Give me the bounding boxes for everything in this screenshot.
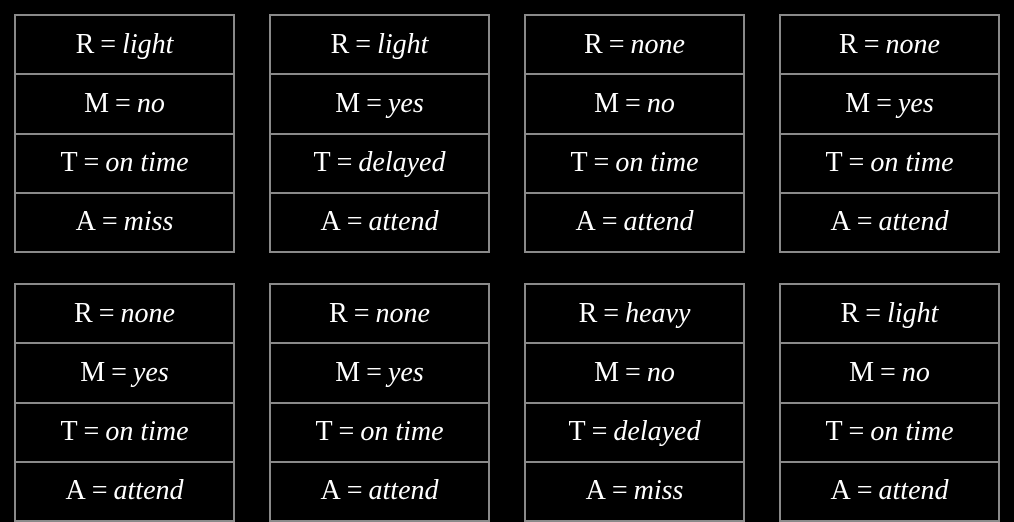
- attribute-key-t: T: [313, 147, 331, 179]
- attribute-row-t: [526, 135, 743, 194]
- attribute-key-t: T: [60, 416, 78, 448]
- attribute-key-r: R: [578, 297, 598, 329]
- attribute-value-t: delayed: [613, 416, 701, 448]
- attribute-row-a: [271, 194, 488, 251]
- attribute-row-t: [16, 404, 233, 463]
- attribute-value-a: attend: [878, 206, 949, 238]
- attribute-key-r: R: [74, 297, 93, 329]
- attribute-value-r: none: [885, 28, 940, 60]
- equals-sign: =: [83, 416, 100, 448]
- attribute-row-t: [526, 404, 743, 463]
- attribute-row-a: [16, 463, 233, 520]
- attribute-key-t: T: [570, 147, 588, 179]
- attribute-key-m: M: [335, 87, 361, 119]
- attribute-value-t: on time: [615, 147, 699, 179]
- attribute-value-a: miss: [123, 206, 174, 238]
- equals-sign: =: [100, 28, 117, 60]
- attribute-value-m: no: [646, 87, 675, 119]
- example-card: [524, 14, 745, 253]
- attribute-value-t: on time: [360, 416, 444, 448]
- equals-sign: =: [98, 297, 115, 329]
- attribute-key-r: R: [75, 28, 95, 60]
- equals-sign: =: [346, 475, 363, 507]
- attribute-value-r: light: [377, 28, 429, 60]
- attribute-value-t: delayed: [358, 147, 446, 179]
- attribute-key-a: A: [585, 475, 606, 507]
- attribute-value-a: attend: [623, 206, 694, 238]
- attribute-key-a: A: [320, 475, 341, 507]
- attribute-row-a: [16, 194, 233, 251]
- attribute-key-a: A: [575, 206, 596, 238]
- attribute-key-m: M: [84, 87, 110, 119]
- attribute-value-a: attend: [113, 475, 184, 507]
- attribute-row-m: [16, 75, 233, 134]
- attribute-value-m: no: [901, 356, 930, 388]
- attribute-value-a: attend: [368, 206, 439, 238]
- attribute-key-t: T: [825, 416, 843, 448]
- equals-sign: =: [603, 297, 620, 329]
- attribute-row-a: [781, 463, 998, 520]
- equals-sign: =: [366, 356, 382, 388]
- attribute-value-a: miss: [633, 475, 684, 507]
- attribute-row-m: [16, 344, 233, 403]
- attribute-row-m: [781, 344, 998, 403]
- attribute-value-t: on time: [870, 416, 954, 448]
- attribute-value-r: none: [120, 297, 175, 329]
- attribute-row-m: [526, 75, 743, 134]
- equals-sign: =: [880, 356, 896, 388]
- equals-sign: =: [625, 87, 641, 119]
- attribute-row-r: [16, 16, 233, 75]
- attribute-key-a: A: [320, 206, 341, 238]
- attribute-key-r: R: [330, 28, 350, 60]
- equals-sign: =: [601, 206, 618, 238]
- attribute-row-t: [781, 135, 998, 194]
- equals-sign: =: [115, 87, 131, 119]
- attribute-key-m: M: [335, 356, 361, 388]
- attribute-value-t: on time: [105, 416, 189, 448]
- attribute-value-a: attend: [368, 475, 439, 507]
- attribute-key-r: R: [584, 28, 603, 60]
- attribute-value-m: yes: [897, 87, 934, 119]
- example-card: [524, 283, 745, 522]
- equals-sign: =: [353, 297, 370, 329]
- attribute-row-r: [781, 16, 998, 75]
- attribute-value-m: no: [136, 87, 165, 119]
- attribute-key-a: A: [65, 475, 86, 507]
- attribute-row-t: [781, 404, 998, 463]
- attribute-row-r: [526, 285, 743, 344]
- attribute-key-a: A: [830, 206, 851, 238]
- equals-sign: =: [346, 206, 363, 238]
- example-card: [269, 283, 490, 522]
- example-card: [779, 283, 1000, 522]
- example-card: [14, 14, 235, 253]
- equals-sign: =: [366, 87, 382, 119]
- equals-sign: =: [336, 147, 353, 179]
- attribute-value-t: on time: [870, 147, 954, 179]
- attribute-row-m: [526, 344, 743, 403]
- equals-sign: =: [848, 416, 865, 448]
- attribute-value-m: yes: [387, 87, 424, 119]
- attribute-row-t: [16, 135, 233, 194]
- attribute-row-t: [271, 404, 488, 463]
- attribute-row-m: [781, 75, 998, 134]
- equals-sign: =: [863, 28, 880, 60]
- equals-sign: =: [111, 356, 127, 388]
- attribute-key-a: A: [75, 206, 96, 238]
- attribute-key-m: M: [849, 356, 875, 388]
- attribute-row-a: [526, 194, 743, 251]
- equals-sign: =: [608, 28, 625, 60]
- attribute-key-r: R: [839, 28, 858, 60]
- equals-sign: =: [848, 147, 865, 179]
- attribute-key-r: R: [840, 297, 860, 329]
- attribute-key-t: T: [60, 147, 78, 179]
- equals-sign: =: [593, 147, 610, 179]
- attribute-value-r: light: [122, 28, 174, 60]
- attribute-value-m: no: [646, 356, 675, 388]
- equals-sign: =: [611, 475, 628, 507]
- attribute-value-r: none: [375, 297, 430, 329]
- equals-sign: =: [876, 87, 892, 119]
- attribute-row-r: [781, 285, 998, 344]
- attribute-value-t: on time: [105, 147, 189, 179]
- equals-sign: =: [355, 28, 372, 60]
- attribute-value-m: yes: [387, 356, 424, 388]
- attribute-row-r: [271, 285, 488, 344]
- equals-sign: =: [338, 416, 355, 448]
- example-card: [269, 14, 490, 253]
- attribute-row-t: [271, 135, 488, 194]
- equals-sign: =: [625, 356, 641, 388]
- attribute-row-a: [781, 194, 998, 251]
- equals-sign: =: [83, 147, 100, 179]
- attribute-key-t: T: [315, 416, 333, 448]
- equals-sign: =: [91, 475, 108, 507]
- attribute-row-r: [271, 16, 488, 75]
- equals-sign: =: [856, 475, 873, 507]
- attribute-value-r: none: [630, 28, 685, 60]
- attribute-key-m: M: [845, 87, 871, 119]
- attribute-value-m: yes: [132, 356, 169, 388]
- equals-sign: =: [865, 297, 882, 329]
- attribute-row-a: [271, 463, 488, 520]
- attribute-value-r: light: [887, 297, 939, 329]
- attribute-key-t: T: [568, 416, 586, 448]
- equals-sign: =: [856, 206, 873, 238]
- attribute-key-r: R: [329, 297, 348, 329]
- example-card: [779, 14, 1000, 253]
- attribute-key-m: M: [594, 356, 620, 388]
- attribute-value-a: attend: [878, 475, 949, 507]
- attribute-row-r: [526, 16, 743, 75]
- attribute-key-a: A: [830, 475, 851, 507]
- attribute-row-a: [526, 463, 743, 520]
- attribute-key-t: T: [825, 147, 843, 179]
- attribute-row-m: [271, 344, 488, 403]
- example-card: [14, 283, 235, 522]
- attribute-value-r: heavy: [625, 297, 691, 329]
- attribute-key-m: M: [594, 87, 620, 119]
- attribute-row-m: [271, 75, 488, 134]
- attribute-row-r: [16, 285, 233, 344]
- equals-sign: =: [101, 206, 118, 238]
- attribute-key-m: M: [80, 356, 106, 388]
- equals-sign: =: [591, 416, 608, 448]
